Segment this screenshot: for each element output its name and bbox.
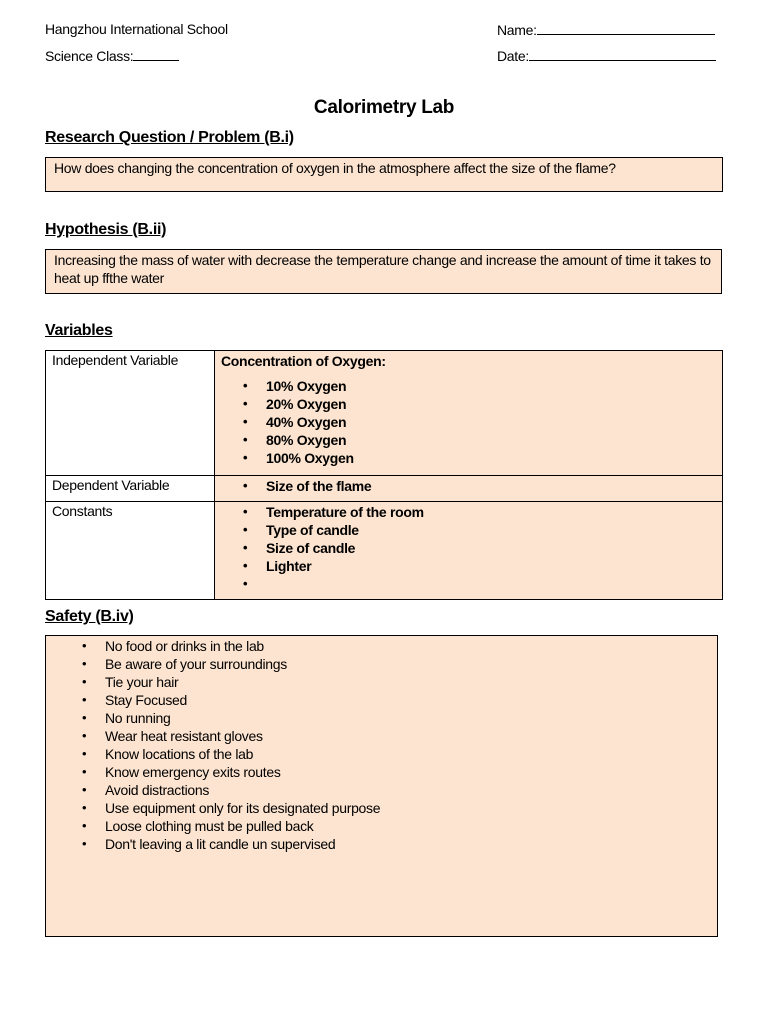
list-item: • Know locations of the lab [105, 745, 709, 763]
name-field [497, 21, 715, 38]
list-item: • Don't leaving a lit candle un supervised [105, 835, 709, 853]
list-item: • 10% Oxygen [266, 377, 716, 395]
constants-row [46, 502, 723, 600]
school-name: Hangzhou International School [45, 21, 228, 37]
list-item: • Stay Focused [105, 691, 709, 709]
hypothesis-heading: Hypothesis (B.ii) [45, 221, 167, 238]
list-item: • Wear heat resistant gloves [105, 727, 709, 745]
independent-variable-title: Concentration of Oxygen: [221, 353, 386, 369]
science-class-blank [133, 47, 179, 61]
hypothesis-box [45, 249, 722, 294]
name-blank [537, 21, 715, 35]
list-item: • Know emergency exits routes [105, 763, 709, 781]
dependent-variable-label: Dependent Variable [46, 476, 215, 502]
list-item: • Avoid distractions [105, 781, 709, 799]
research-question-box [45, 157, 723, 192]
list-item: • 40% Oxygen [266, 413, 716, 431]
name-label: Name: [497, 22, 537, 38]
independent-variable-label: Independent Variable [46, 351, 215, 476]
independent-variable-list [221, 377, 716, 467]
list-item [266, 575, 716, 593]
list-item: • Lighter [266, 557, 716, 575]
safety-box [45, 635, 718, 937]
date-label: Date: [497, 48, 529, 64]
list-item: • Size of candle [266, 539, 716, 557]
list-item: • 100% Oxygen [266, 449, 716, 467]
science-class-field [45, 47, 179, 64]
variables-heading: Variables [45, 322, 113, 339]
list-item: • Use equipment only for its designated purpose [105, 799, 709, 817]
date-field [497, 47, 716, 64]
hypothesis-text: Increasing the mass of water with decrease the temperature change and increase the amount of time it takes to heat up ffthe water [54, 252, 711, 286]
variables-table [45, 350, 723, 600]
dependent-variable-row [46, 476, 723, 502]
list-item: • Temperature of the room [266, 503, 716, 521]
list-item: • Tie your hair [105, 673, 709, 691]
list-item: • 20% Oxygen [266, 395, 716, 413]
constants-value [215, 502, 723, 600]
independent-variable-row [46, 351, 723, 476]
list-item: • 80% Oxygen [266, 431, 716, 449]
list-item: • Size of the flame [266, 477, 716, 495]
safety-list [54, 637, 709, 853]
list-item: • Be aware of your surroundings [105, 655, 709, 673]
research-question-text: How does changing the concentration of oxygen in the atmosphere affect the size of the flame? [54, 160, 616, 176]
independent-variable-value [215, 351, 723, 476]
list-item: • No running [105, 709, 709, 727]
dependent-variable-list [221, 477, 716, 495]
constants-label: Constants [46, 502, 215, 600]
dependent-variable-value [215, 476, 723, 502]
constants-list [221, 503, 716, 593]
safety-heading: Safety (B.iv) [45, 608, 134, 625]
research-heading: Research Question / Problem (B.i) [45, 129, 294, 146]
list-item: • No food or drinks in the lab [105, 637, 709, 655]
list-item: • Loose clothing must be pulled back [105, 817, 709, 835]
page-title: Calorimetry Lab [313, 97, 455, 118]
date-blank [529, 47, 716, 61]
science-class-label: Science Class: [45, 48, 134, 64]
list-item: • Type of candle [266, 521, 716, 539]
